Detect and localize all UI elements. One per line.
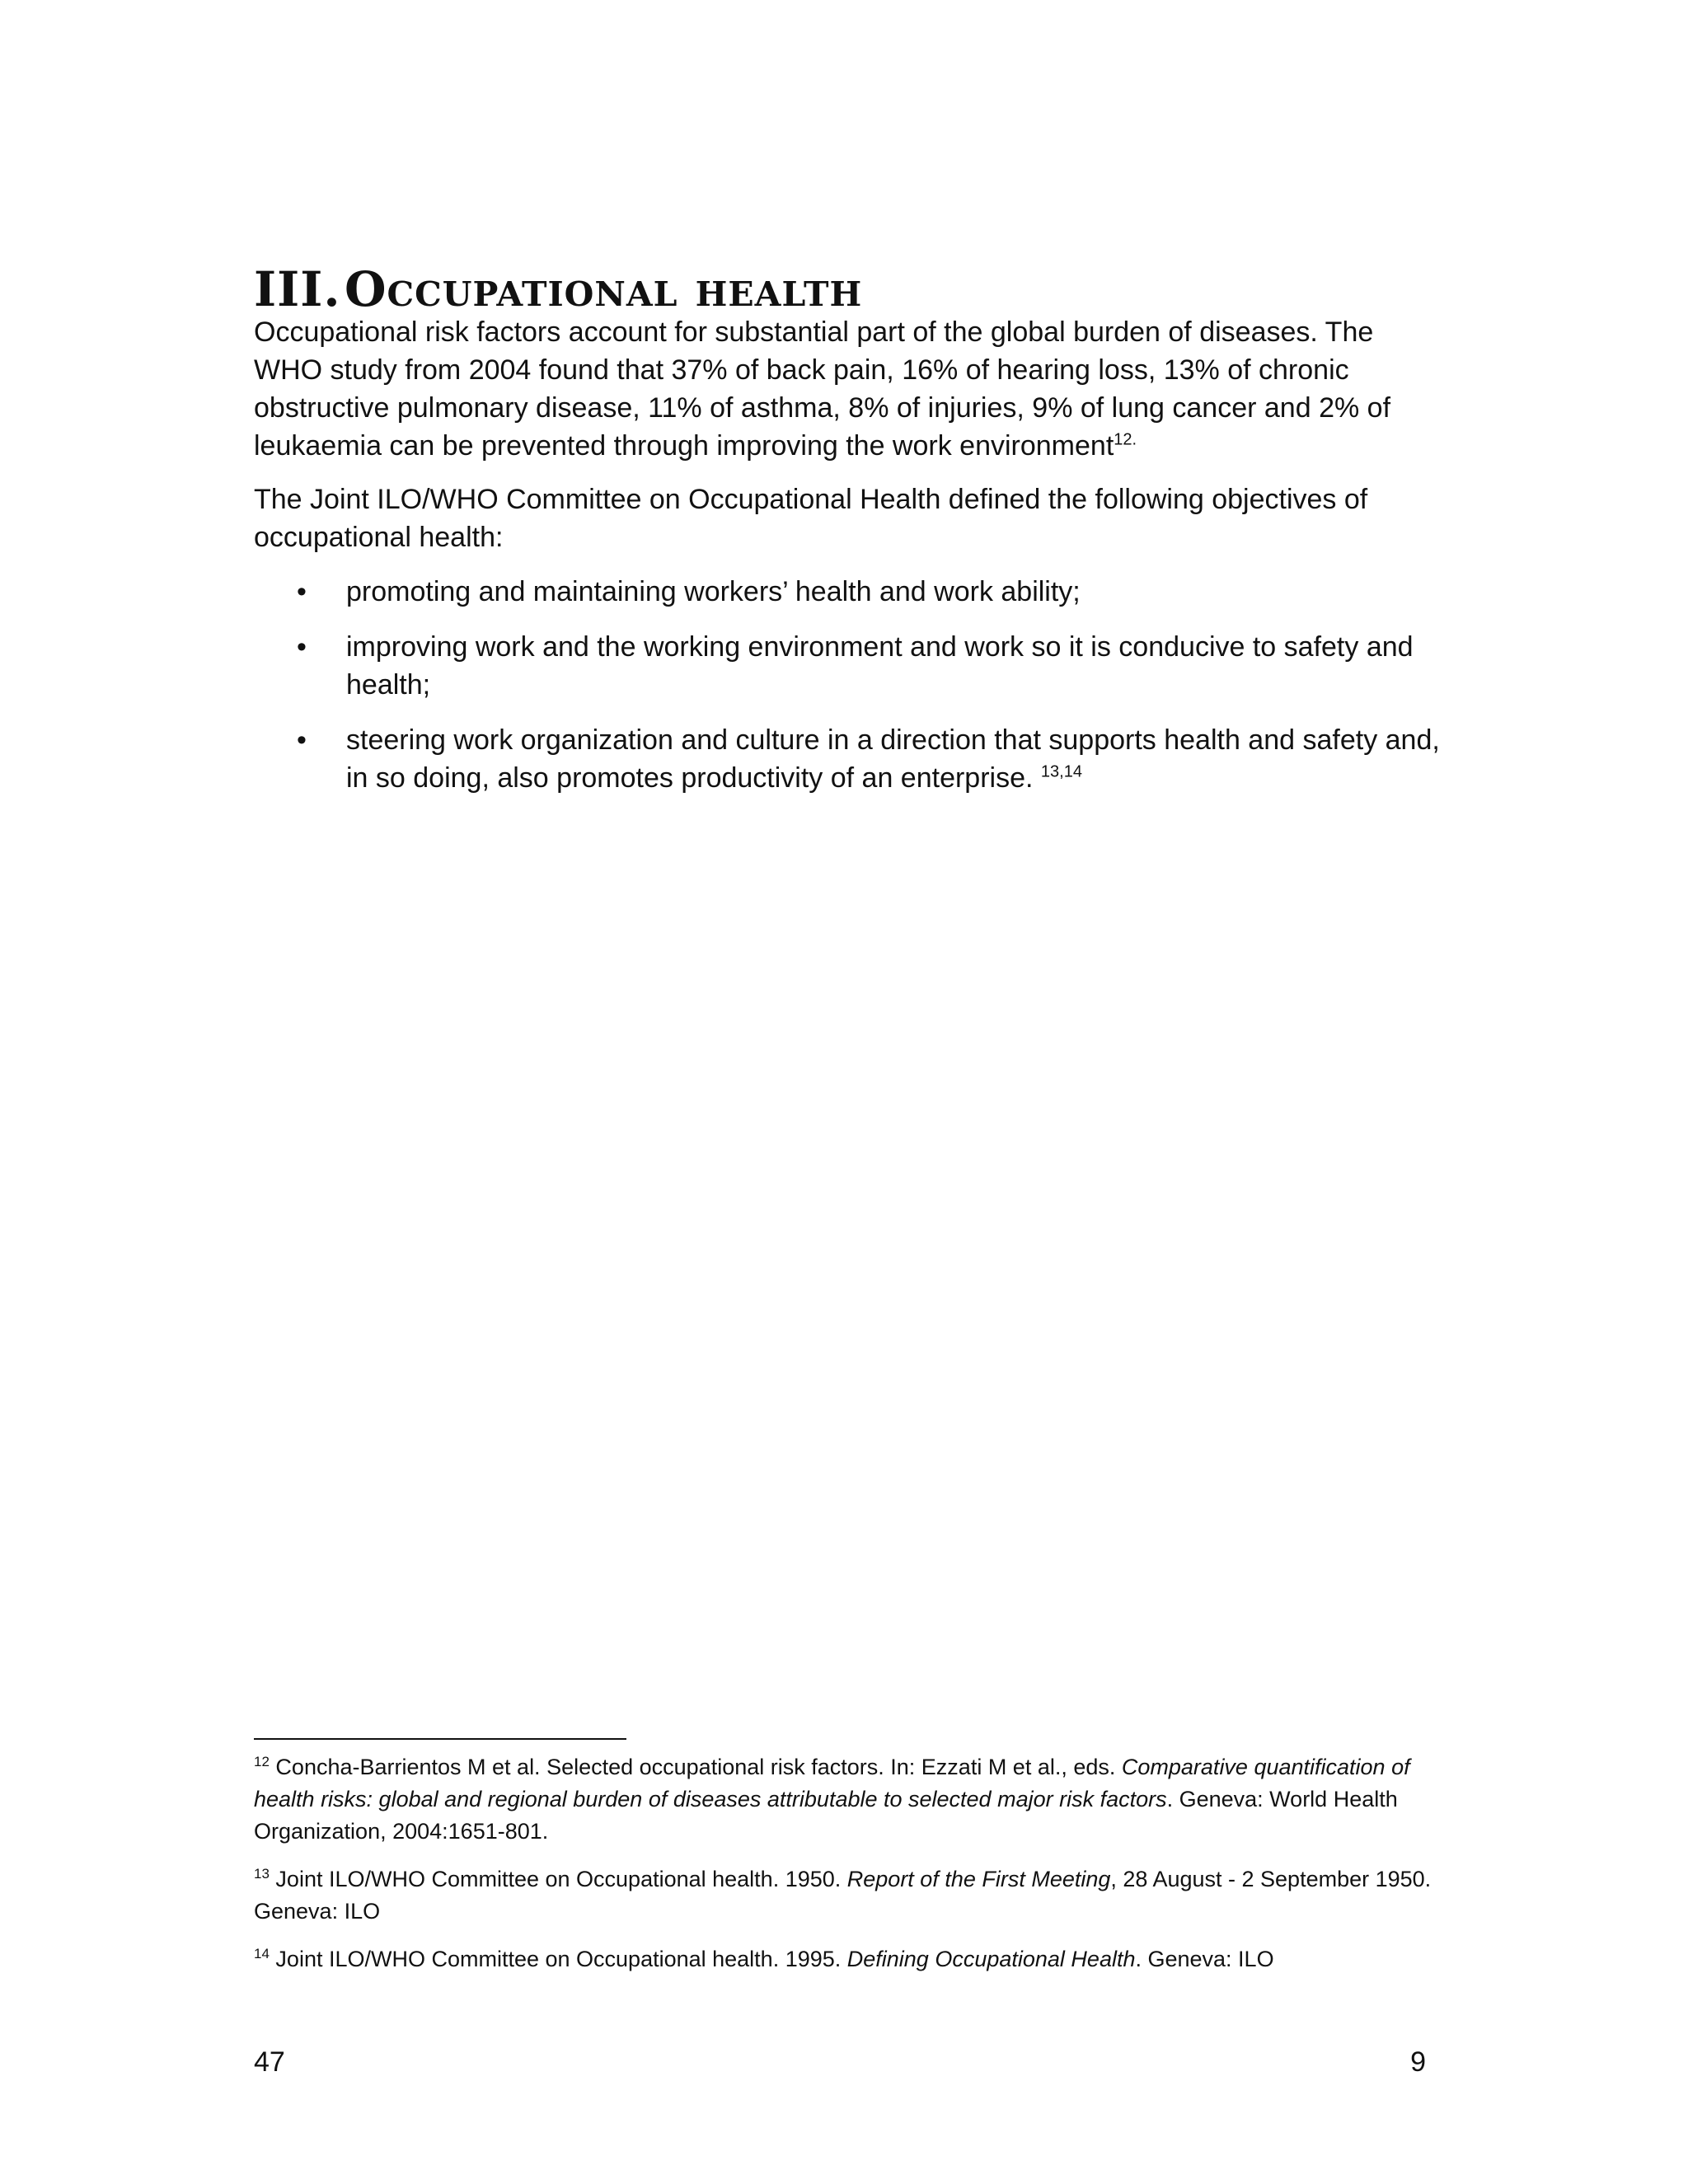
list-item xyxy=(254,721,1441,797)
footnote-italic-title: Comparative quantification of health risks: global and regional burden of diseases attributable to selected major risk factors xyxy=(254,1755,1410,1811)
section-title: Occupational health xyxy=(345,260,863,317)
footnote-number: 14 xyxy=(254,1946,270,1961)
objectives-list xyxy=(254,573,1441,814)
section-number: III. xyxy=(254,260,341,317)
footnote-number: 13 xyxy=(254,1866,270,1882)
footnote-text: Joint ILO/WHO Committee on Occupational health. 1995. xyxy=(269,1947,847,1971)
footnote-text: Joint ILO/WHO Committee on Occupational health. 1950. xyxy=(269,1867,847,1891)
list-item-text: promoting and maintaining workers’ health and work ability; xyxy=(346,576,1081,607)
paragraph-committee-objectives xyxy=(254,480,1432,556)
list-item-text: improving work and the working environment and work so it is conducive to safety and health; xyxy=(346,631,1414,701)
footnote-text: Concha-Barrientos M et al. Selected occupational risk factors. In: Ezzati M et al., eds. xyxy=(269,1755,1122,1779)
bullet-icon: • xyxy=(297,576,307,607)
footnotes xyxy=(254,1751,1441,1991)
footnote-italic-title: Report of the First Meeting xyxy=(846,1867,1111,1891)
footnote-text: . Geneva: ILO xyxy=(1135,1947,1274,1971)
list-item xyxy=(254,628,1441,704)
list-item-text: steering work organization and culture in a direction that supports health and safety and, in so doing, also promotes productivity of an enterprise. xyxy=(346,724,1440,794)
paragraph-text: Occupational risk factors account for substantial part of the global burden of diseases. The WHO study from 2004 found that 37% of back pain, 16% of hearing loss, 13% of chronic obstructive pulmonary disease, 11% of asthma, 8% of injuries, 9% of lung cancer and 2% of leukaemia can be prevented through improving the work environment xyxy=(254,316,1391,462)
footnote-reference[interactable]: 13,14 xyxy=(1040,762,1082,781)
footnote-reference[interactable]: 12. xyxy=(1114,430,1137,449)
page-number-right: 9 xyxy=(1410,2046,1426,2078)
page-number-left: 47 xyxy=(254,2046,285,2078)
footnote-text: . Geneva: World Health Organization, 2004:1651-801. xyxy=(254,1787,1398,1844)
footnote-text: , 28 August - 2 September 1950. Geneva: ILO xyxy=(254,1867,1432,1924)
footnote-separator xyxy=(254,1738,626,1740)
paragraph-text: The Joint ILO/WHO Committee on Occupational Health defined the following objectives of occupational health: xyxy=(254,484,1368,553)
footnote-12 xyxy=(254,1751,1441,1848)
footnote-italic-title: Defining Occupational Health xyxy=(846,1947,1136,1971)
bullet-icon: • xyxy=(297,631,307,663)
list-item xyxy=(254,573,1441,611)
bullet-icon: • xyxy=(297,724,307,756)
paragraph-burden-of-disease xyxy=(254,313,1432,465)
footnote-14 xyxy=(254,1943,1441,1975)
section-heading xyxy=(254,256,862,322)
footnote-number: 12 xyxy=(254,1754,270,1769)
footnote-13 xyxy=(254,1863,1441,1928)
